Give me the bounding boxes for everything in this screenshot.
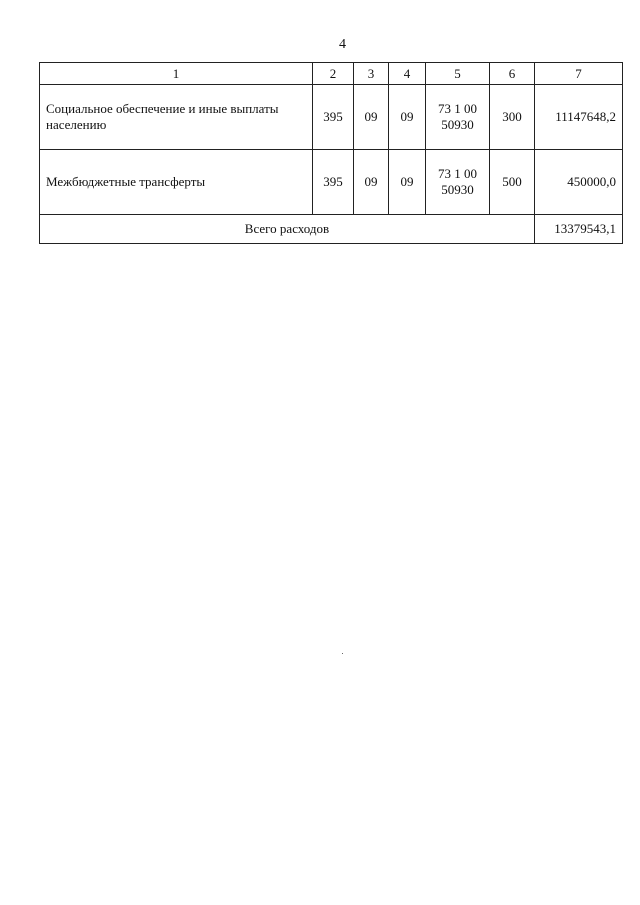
code-cell: 09 <box>389 150 426 215</box>
code-cell: 300 <box>490 85 535 150</box>
total-row <box>40 215 623 244</box>
code-cell: 09 <box>354 150 389 215</box>
total-label: Всего расходов <box>40 215 535 244</box>
code-cell: 395 <box>313 85 354 150</box>
expense-name: Межбюджетные трансферты <box>40 150 313 215</box>
target-code-line: 50930 <box>441 182 474 197</box>
column-number-row <box>40 63 623 85</box>
column-number: 3 <box>354 63 389 85</box>
column-number: 6 <box>490 63 535 85</box>
total-amount: 13379543,1 <box>535 215 623 244</box>
column-number: 2 <box>313 63 354 85</box>
expenditure-table <box>39 62 623 244</box>
amount-cell: 450000,0 <box>535 150 623 215</box>
code-cell: 09 <box>354 85 389 150</box>
target-code-line: 73 1 00 <box>438 166 477 181</box>
code-cell: 395 <box>313 150 354 215</box>
amount-cell: 11147648,2 <box>535 85 623 150</box>
page-number: 4 <box>339 37 346 52</box>
scan-speck <box>342 653 343 654</box>
column-number: 7 <box>535 63 623 85</box>
column-number: 4 <box>389 63 426 85</box>
target-code-cell <box>426 150 490 215</box>
target-code-cell <box>426 85 490 150</box>
column-number: 5 <box>426 63 490 85</box>
expense-name: Социальное обеспечение и иные выплаты населению <box>40 85 313 150</box>
target-code-line: 73 1 00 <box>438 101 477 116</box>
target-code-line: 50930 <box>441 117 474 132</box>
code-cell: 09 <box>389 85 426 150</box>
table-row <box>40 85 623 150</box>
code-cell: 500 <box>490 150 535 215</box>
column-number: 1 <box>40 63 313 85</box>
table-row <box>40 150 623 215</box>
